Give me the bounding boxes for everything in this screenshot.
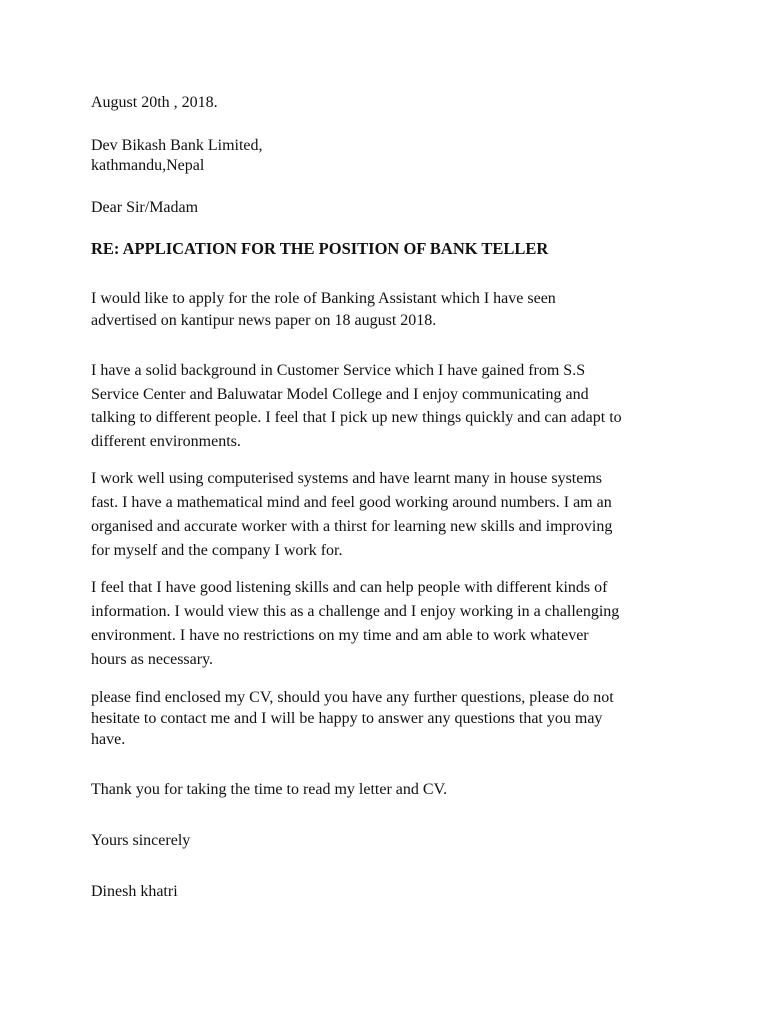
- paragraph-line: advertised on kantipur news paper on 18 august 2018.: [91, 312, 437, 329]
- recipient-address: kathmandu,Nepal: [91, 157, 205, 174]
- paragraph-line: information. I would view this as a challenge and I enjoy working in a challenging: [91, 603, 620, 620]
- letter-date: August 20th , 2018.: [91, 94, 218, 111]
- subject-line: RE: APPLICATION FOR THE POSITION OF BANK TELLER: [91, 239, 549, 258]
- paragraph-line: have.: [91, 731, 126, 748]
- signature-name: Dinesh khatri: [91, 883, 178, 900]
- paragraph-line: hesitate to contact me and I will be happy to answer any questions that you may: [91, 710, 603, 727]
- salutation: Dear Sir/Madam: [91, 199, 199, 216]
- paragraph-line: fast. I have a mathematical mind and feel good working around numbers. I am an: [91, 494, 612, 511]
- paragraph-line: for myself and the company I work for.: [91, 542, 343, 559]
- paragraph-line: hours as necessary.: [91, 651, 214, 668]
- recipient-name: Dev Bikash Bank Limited,: [91, 137, 263, 154]
- closing: Yours sincerely: [91, 832, 191, 849]
- paragraph-line: different environments.: [91, 433, 241, 450]
- paragraph-line: I feel that I have good listening skills and can help people with different kinds of: [91, 579, 608, 596]
- paragraph-line: I would like to apply for the role of Banking Assistant which I have seen: [91, 290, 556, 307]
- thanks-line: Thank you for taking the time to read my letter and CV.: [91, 781, 448, 798]
- paragraph-line: talking to different people. I feel that I pick up new things quickly and can adapt to: [91, 409, 622, 426]
- paragraph-line: please find enclosed my CV, should you have any further questions, please do not: [91, 689, 614, 706]
- paragraph-line: organised and accurate worker with a thirst for learning new skills and improving: [91, 518, 613, 535]
- paragraph-line: Service Center and Baluwatar Model College and I enjoy communicating and: [91, 386, 589, 403]
- paragraph-line: environment. I have no restrictions on my time and am able to work whatever: [91, 627, 589, 644]
- paragraph-line: I work well using computerised systems and have learnt many in house systems: [91, 470, 603, 487]
- paragraph-line: I have a solid background in Customer Service which I have gained from S.S: [91, 362, 586, 379]
